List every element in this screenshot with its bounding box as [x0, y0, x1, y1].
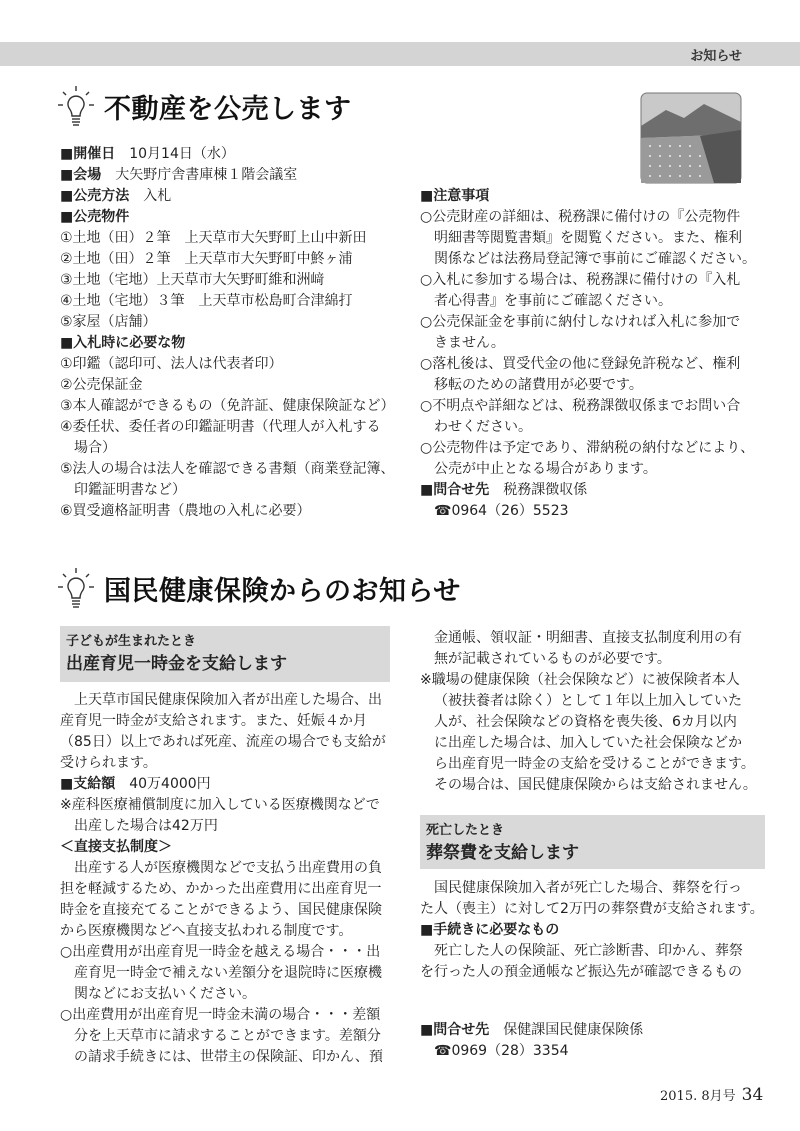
item-text: 関などにお支払いください。 [74, 986, 256, 1002]
text-line [60, 270, 405, 291]
item-text: ②公売保証金 [60, 377, 143, 393]
text-line [420, 312, 765, 333]
text-line [60, 900, 405, 921]
subheading-death-small: 死亡したとき [426, 823, 505, 838]
item-text: きません。 [434, 335, 505, 351]
subheading-death-title: 葬祭費を支給します [426, 843, 579, 863]
text-line [60, 396, 405, 417]
item-text: 公売が中止となる場合があります。 [434, 461, 657, 477]
text-line [60, 333, 405, 354]
item-heading: ■手続きに必要なもの [420, 922, 560, 938]
item-text: 10月14日（水） [115, 146, 235, 162]
text-line [60, 165, 405, 186]
section1-left-column [60, 144, 405, 522]
text-line [420, 1020, 765, 1041]
issue-label: 2015. 8月号 [660, 1089, 736, 1104]
item-text: 場合） [74, 440, 116, 456]
text-line [420, 459, 765, 480]
text-line [60, 459, 405, 480]
text-line [60, 249, 405, 270]
item-text: から医療機関などへ直接支払われる制度です。 [60, 923, 353, 939]
item-heading: ■支給額 [60, 776, 116, 792]
text-line [60, 354, 405, 375]
item-text: ○公売物件は予定であり、滞納税の納付などにより、 [420, 440, 755, 456]
text-line [420, 775, 765, 796]
subheading-birth [60, 626, 390, 682]
item-text: 死亡した人の保険証、死亡診断書、印かん、葬祭 [420, 943, 743, 959]
text-line [60, 144, 405, 165]
item-text: 出産した場合は42万円 [74, 818, 218, 834]
item-text: 大矢野庁舎書庫棟１階会議室 [101, 167, 298, 183]
text-line [420, 691, 765, 712]
text-line [420, 941, 770, 962]
item-text: を行った人の預金通帳など振込先が確認できるもの [420, 964, 742, 980]
text-line [420, 438, 765, 459]
text-line [60, 1005, 405, 1026]
text-line [60, 501, 405, 522]
text-line [420, 396, 765, 417]
item-text: ①印鑑（認印可、法人は代表者印） [60, 356, 283, 372]
text-line [420, 962, 770, 983]
item-text: ○落札後は、買受代金の他に登録免許税など、権利 [420, 356, 741, 372]
section2-heading [56, 566, 461, 610]
page-footer [660, 1085, 763, 1105]
header-bar [0, 42, 800, 66]
item-text: ⑤家屋（店舗） [60, 314, 157, 330]
text-line [60, 732, 405, 753]
text-line [60, 795, 405, 816]
text-line [60, 228, 405, 249]
text-line [420, 712, 765, 733]
item-text: 明細書等閲覧書類』を閲覧ください。また、権利 [434, 230, 742, 246]
item-text: ら出産育児一時金の支給を受けることができます。 [434, 756, 755, 772]
text-line [60, 417, 405, 438]
item-heading: ＜直接支払制度＞ [60, 839, 172, 855]
text-line [420, 878, 770, 899]
text-line [420, 186, 765, 207]
item-text: ③土地（宅地）上天草市大矢野町維和洲﨑 [60, 272, 325, 288]
item-text: その場合は、国民健康保険からは支給されません。 [434, 777, 757, 793]
text-line [60, 480, 405, 501]
item-text: 時金を直接充てることができるよう、国民健康保険 [60, 902, 382, 918]
item-text: ⑥買受適格証明書（農地の入札に必要） [60, 503, 311, 519]
item-text: 金通帳、領収証・明細書、直接支払制度利用の有 [434, 630, 742, 646]
text-line [420, 733, 765, 754]
text-line [420, 920, 770, 941]
item-text: 国民健康保険加入者が死亡した場合、葬祭を行っ [420, 880, 742, 896]
item-text: ○公売保証金を事前に納付しなければ入札に参加で [420, 314, 741, 330]
text-line [420, 354, 765, 375]
item-text: ④土地（宅地）３筆 上天草市松島町合津綿打 [60, 293, 353, 309]
text-line [60, 312, 405, 333]
item-text: 担を軽減するため、かかった出産費用に出産育児一 [60, 881, 382, 897]
item-text: ※職場の健康保険（社会保険など）に被保険者本人 [420, 672, 740, 688]
header-label: お知らせ [690, 49, 742, 64]
item-text: た人（喪主）に対して2万円の葬祭費が支給されます。 [420, 901, 764, 917]
item-text: 人が、社会保険などの資格を喪失後、6カ月以内 [434, 714, 737, 730]
section2-right-bottom-column [420, 878, 770, 983]
text-line [60, 1047, 405, 1068]
item-text: 産育児一時金が支給されます。また、妊娠４か月 [60, 713, 367, 729]
subheading-death [420, 815, 765, 869]
text-line [420, 1041, 765, 1062]
item-text: ○出産費用が出産育児一時金を越える場合・・・出 [60, 944, 381, 960]
section2-title: 国民健康保険からのお知らせ [104, 575, 461, 607]
text-line [420, 754, 765, 775]
text-line [60, 1026, 405, 1047]
item-text: （被扶養者は除く）として１年以上加入していた [434, 693, 742, 709]
item-text: 税務課徴収係 [489, 482, 588, 498]
text-line [60, 921, 405, 942]
text-line [420, 375, 765, 396]
lightbulb-icon [56, 566, 96, 610]
item-heading: ■問合せ先 [420, 1022, 490, 1038]
item-heading: ■公売方法 [60, 188, 130, 204]
item-text: 者心得書』を事前にご確認ください。 [434, 293, 672, 309]
item-text: ①土地（田）２筆 上天草市大矢野町上山中新田 [60, 230, 367, 246]
item-text: 受けられます。 [60, 755, 157, 771]
text-line [60, 858, 405, 879]
subheading-birth-small: 子どもが生まれたとき [66, 634, 197, 649]
section2-right-top-column [420, 628, 765, 796]
item-heading: ■注意事項 [420, 188, 490, 204]
text-line [420, 270, 765, 291]
section1-right-column [420, 186, 765, 522]
text-line [420, 628, 765, 649]
item-text: ③本人確認ができるもの（免許証、健康保険証など） [60, 398, 395, 414]
item-heading: ■会場 [60, 167, 102, 183]
item-text: 印鑑証明書など） [74, 482, 186, 498]
text-line [60, 375, 405, 396]
text-line [420, 480, 765, 501]
item-text: に出産した場合は、加入していた社会保険などか [434, 735, 742, 751]
text-line [420, 207, 765, 228]
text-line [60, 207, 405, 228]
text-line [60, 942, 405, 963]
farmland-illustration [640, 92, 742, 184]
text-line [420, 899, 770, 920]
text-line [60, 837, 405, 858]
subheading-birth-title: 出産育児一時金を支給します [66, 654, 287, 674]
text-line [420, 291, 765, 312]
item-text: ○不明点や詳細などは、税務課徴収係までお問い合 [420, 398, 741, 414]
item-text: ⑤法人の場合は法人を確認できる書類（商業登記簿、 [60, 461, 395, 477]
item-text: 無が記載されているものが必要です。 [434, 651, 671, 667]
text-line [60, 774, 405, 795]
item-text: 出産する人が医療機関などで支払う出産費用の負 [60, 860, 382, 876]
text-line [60, 879, 405, 900]
item-text: ②土地（田）２筆 上天草市大矢野町中鮗ヶ浦 [60, 251, 353, 267]
item-text: ④委任状、委任者の印鑑証明書（代理人が入札する [60, 419, 381, 435]
text-line [60, 711, 405, 732]
text-line [420, 417, 765, 438]
item-text: 40万4000円 [115, 776, 211, 792]
text-line [420, 333, 765, 354]
text-line [60, 984, 405, 1005]
item-text: 関係などは法務局登記簿で事前にご確認ください。 [434, 251, 756, 267]
text-line [420, 670, 765, 691]
item-text: ☎0964（26）5523 [434, 503, 569, 519]
item-heading: ■問合せ先 [420, 482, 490, 498]
text-line [60, 753, 405, 774]
item-text: ☎0969（28）3354 [434, 1043, 569, 1059]
text-line [420, 649, 765, 670]
item-text: ○公売財産の詳細は、税務課に備付けの『公売物件 [420, 209, 741, 225]
text-line [60, 816, 405, 837]
item-heading: ■入札時に必要な物 [60, 335, 186, 351]
text-line [60, 963, 405, 984]
text-line [60, 690, 405, 711]
item-text: （85日）以上であれば死産、流産の場合でも支給が [60, 734, 386, 750]
lightbulb-icon [56, 84, 96, 128]
text-line [420, 228, 765, 249]
text-line [60, 186, 405, 207]
item-heading: ■開催日 [60, 146, 116, 162]
item-text: 分を上天草市に請求することができます。差額分 [74, 1028, 381, 1044]
section1-heading [56, 84, 352, 128]
item-text: の請求手続きには、世帯主の保険証、印かん、預 [74, 1049, 383, 1065]
section1-title: 不動産を公売します [104, 93, 352, 125]
item-text: わせください。 [434, 419, 532, 435]
item-text: 移転のための諸費用が必要です。 [434, 377, 643, 393]
item-text: ※産科医療補償制度に加入している医療機関などで [60, 797, 380, 813]
item-text: 保健課国民健康保険係 [489, 1022, 644, 1038]
item-text: 入札 [129, 188, 172, 204]
item-heading: ■公売物件 [60, 209, 130, 225]
item-text: 上天草市国民健康保険加入者が出産した場合、出 [60, 692, 382, 708]
text-line [60, 291, 405, 312]
item-text: ○入札に参加する場合は、税務課に備付けの『入札 [420, 272, 741, 288]
item-text: ○出産費用が出産育児一時金未満の場合・・・差額 [60, 1007, 381, 1023]
text-line [420, 501, 765, 522]
text-line [420, 249, 765, 270]
text-line [60, 438, 405, 459]
page-number: 34 [741, 1085, 764, 1105]
section2-contact [420, 1020, 765, 1062]
item-text: 産育児一時金で補えない差額分を退院時に医療機 [74, 965, 382, 981]
section2-left-column [60, 690, 405, 1068]
